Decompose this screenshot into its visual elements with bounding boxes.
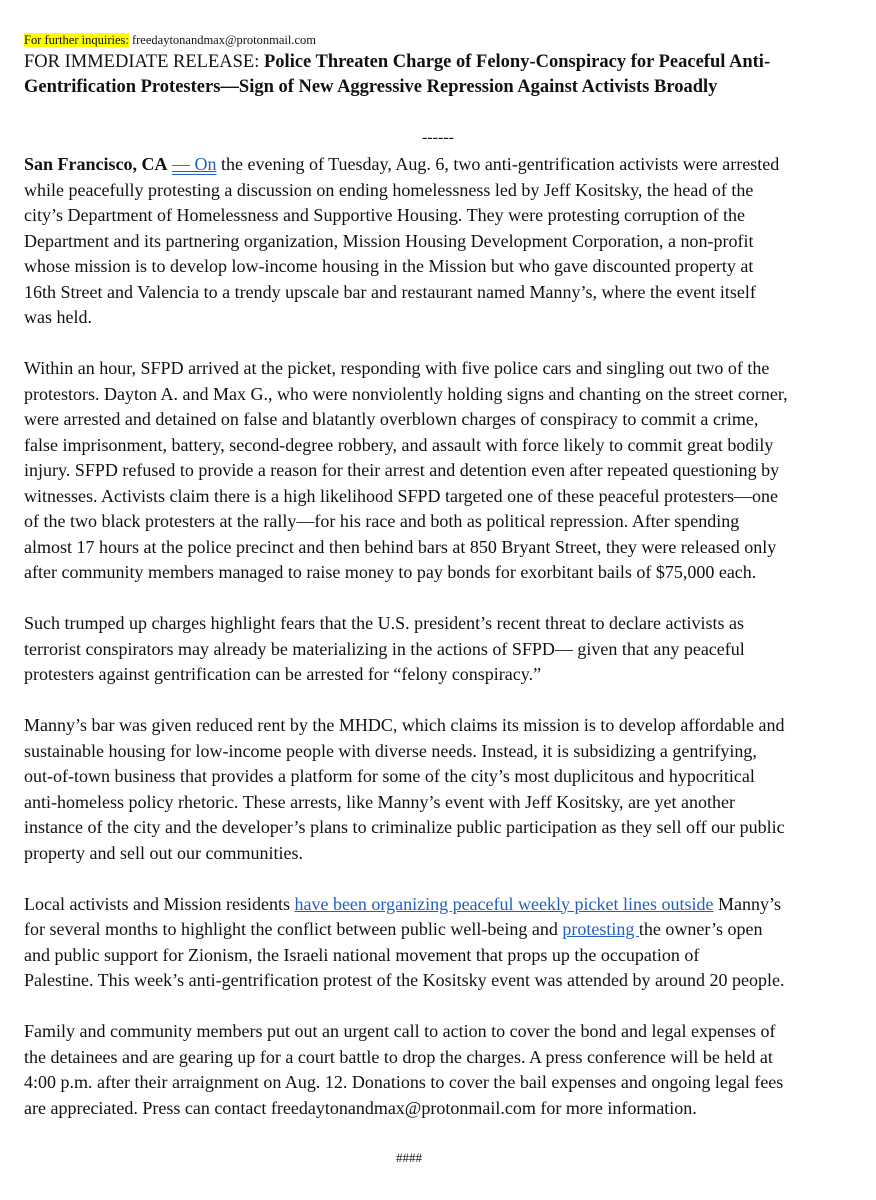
text-line: protestors. Dayton A. and Max G., who were nonviolently holding signs and chanting on the street corner, [24, 383, 788, 404]
text-line: injury. SFPD refused to provide a reason for their arrest and detention even after repeated questioning by [24, 460, 780, 480]
paragraph [24, 713, 788, 866]
text-line: whose mission is to develop low-income housing in the Mission but who gave discounted property at [24, 256, 754, 276]
headline [24, 50, 770, 100]
text-segment: Local activists and Mission residents [24, 893, 295, 914]
inline-link[interactable]: protesting [562, 919, 639, 939]
inline-link[interactable]: have been organizing peaceful weekly picket lines outside [294, 893, 714, 914]
text-line [24, 917, 788, 943]
text-line: and public support for Zionism, the Israeli national movement that props up the occupation of [24, 944, 700, 965]
text-line [24, 152, 788, 178]
text-line: Department and its partnering organization, Mission Housing Development Corporation, a non-profit [24, 230, 754, 251]
paragraph-gap [24, 331, 788, 357]
dateline-dash: — [172, 154, 195, 174]
text-line: Such trumped up charges highlight fears that the U.S. president’s recent threat to declare activists as [24, 613, 744, 633]
text-segment: for several months to highlight the conflict between public well-being and [24, 919, 563, 939]
text-line: witnesses. Activists claim there is a high likelihood SFPD targeted one of these peaceful protesters—one [24, 485, 779, 506]
text-line: instance of the city and the developer’s plans to criminalize public participation as they sell off our public [24, 817, 785, 837]
text-line: 4:00 p.m. after their arraignment on Aug. 12. Donations to cover the bail expenses and ongoing legal fees [24, 1072, 784, 1092]
dateline: San Francisco, CA [24, 154, 168, 174]
headline-line-1: Police Threaten Charge of Felony-Conspiracy for Peaceful Anti- [264, 52, 771, 72]
text-line [24, 892, 788, 918]
text-line: anti-homeless policy rhetoric. These arrests, like Manny’s event with Jeff Kositsky, are yet another [24, 791, 735, 812]
text-line: while peacefully protesting a discussion on ending homelessness led by Jeff Kositsky, the head of the [24, 179, 754, 200]
text-segment: Manny’s [713, 893, 781, 914]
text-line: Palestine. This week’s anti-gentrification protest of the Kositsky event was attended by around 20 people. [24, 970, 785, 990]
inquiries-email: freedaytonandmax@protonmail.com [131, 33, 316, 47]
paragraph [24, 356, 788, 586]
headline-line-2: Gentrification Protesters—Sign of New Aggressive Repression Against Activists Broadly [24, 77, 718, 97]
paragraph [24, 1019, 788, 1121]
text-line: false imprisonment, battery, second-degree robbery, and assault with force likely to commit great bodily [24, 434, 774, 455]
text-line: 16th Street and Valencia to a trendy upscale bar and restaurant named Manny’s, where the event itself [24, 281, 756, 302]
paragraph-gap [24, 866, 788, 892]
text-line: out-of-town business that provides a platform for some of the city’s most duplicitous and hypocritical [24, 766, 755, 786]
text-line: Within an hour, SFPD arrived at the picket, responding with five police cars and singling out two of the [24, 358, 770, 378]
text-line: are appreciated. Press can contact freedaytonandmax@protonmail.com for more information. [24, 1097, 697, 1118]
paragraph [24, 892, 788, 994]
text-line: were arrested and detained on false and blatantly overblown charges of conspiracy to commit a crime, [24, 409, 759, 429]
inquiries-label: For further inquiries: [24, 33, 129, 47]
dateline-dash: On [194, 154, 217, 174]
text-line: almost 17 hours at the police precinct and then behind bars at 850 Bryant Street, they were released only [24, 536, 777, 557]
paragraph [24, 611, 788, 688]
inquiries-line [24, 32, 316, 48]
text-line: protesters against gentrification can be arrested for “felony conspiracy.” [24, 664, 542, 684]
text-line: city’s Department of Homelessness and Supportive Housing. They were protesting corruption of the [24, 205, 746, 225]
text-line: the detainees and are gearing up for a court battle to drop the charges. A press conference will be held at [24, 1046, 773, 1067]
text-line: terrorist conspirators may already be materializing in the actions of SFPD— given that any peaceful [24, 638, 745, 659]
paragraph-gap [24, 586, 788, 612]
end-mark: #### [396, 1150, 422, 1165]
paragraph-gap [24, 688, 788, 714]
text-segment: the evening of Tuesday, Aug. 6, two anti-gentrification activists were arrested [216, 154, 780, 174]
body-text [24, 152, 788, 1121]
text-line: property and sell out our communities. [24, 842, 303, 863]
text-line: of the two black protesters at the rally—for his race and both as political repression. After spending [24, 511, 740, 531]
text-line: Family and community members put out an urgent call to action to cover the bond and legal expenses of [24, 1021, 776, 1041]
text-line: Manny’s bar was given reduced rent by the MHDC, which claims its mission is to develop affordable and [24, 715, 785, 735]
text-line: was held. [24, 307, 92, 327]
paragraph-gap [24, 994, 788, 1020]
release-label: FOR IMMEDIATE RELEASE: [24, 52, 260, 72]
text-line: sustainable housing for low-income people with diverse needs. Instead, it is subsidizing a gentrifying, [24, 740, 757, 761]
separator: ------ [422, 129, 454, 146]
text-line: after community members managed to raise money to pay bonds for exorbitant bails of $75,000 each. [24, 562, 757, 582]
text-segment: the owner’s open [638, 919, 763, 939]
paragraph [24, 152, 788, 331]
